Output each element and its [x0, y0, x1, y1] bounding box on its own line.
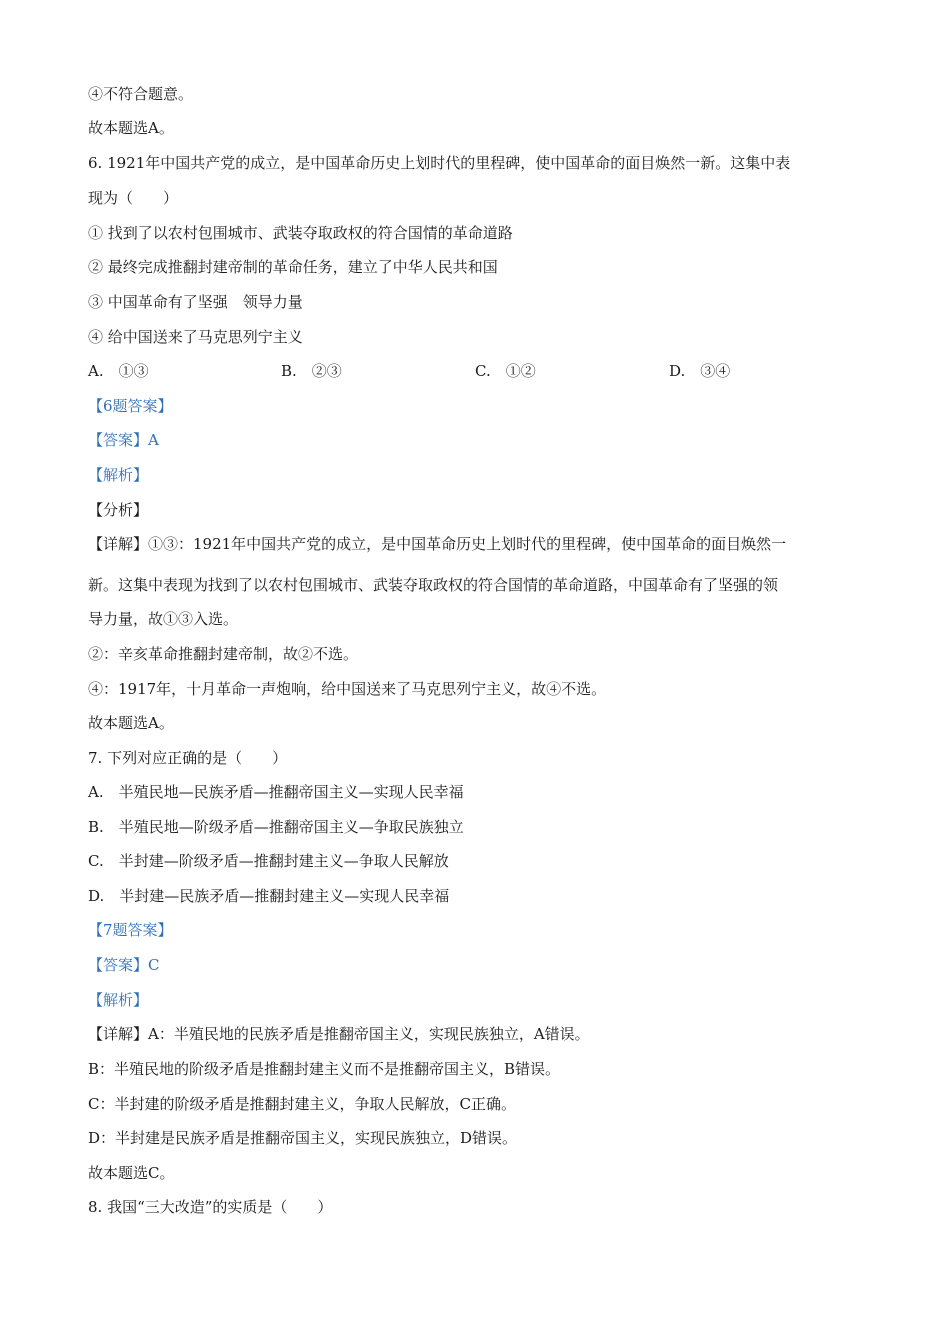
option-d: D. ③④: [669, 362, 731, 380]
detail-line: 新。这集中表现为找到了以农村包围城市、武装夺取政权的符合国情的革命道路，中国革命有了坚强的领: [88, 576, 779, 594]
text-line: ④不符合题意。: [88, 85, 194, 103]
question-6-options: [88, 361, 848, 381]
detail-line: B：半殖民地的阶级矛盾是推翻封建主义而不是推翻帝国主义，B错误。: [88, 1060, 561, 1078]
detail-line: ②：辛亥革命推翻封建帝制，故②不选。: [88, 645, 359, 663]
statement-4: ④ 给中国送来了马克思列宁主义: [88, 328, 303, 346]
detail-line: 【详解】①③：1921年中国共产党的成立，是中国革命历史上划时代的里程碑，使中国革命的面目焕然一: [88, 535, 787, 553]
answer-line: 【答案】A: [88, 431, 159, 449]
answer-line: 【答案】C: [88, 956, 160, 974]
option-a: A. ①③: [88, 362, 149, 380]
question-6-stem-cont: 现为（ ）: [88, 189, 179, 207]
option-b: B. ②③: [281, 362, 342, 380]
option-c: C. ①②: [475, 362, 536, 380]
conclusion-line: 故本题选A。: [88, 714, 174, 732]
detail-line: D：半封建是民族矛盾是推翻帝国主义，实现民族独立，D错误。: [88, 1129, 518, 1147]
section-header-answer-7: 【7题答案】: [88, 921, 173, 939]
text-line: 故本题选A。: [88, 119, 174, 137]
statement-3: ③ 中国革命有了坚强 领导力量: [88, 293, 303, 311]
detail-line: 【详解】A：半殖民地的民族矛盾是推翻帝国主义，实现民族独立，A错误。: [88, 1025, 590, 1043]
detail-line: 导力量，故①③入选。: [88, 610, 239, 628]
statement-2: ② 最终完成推翻封建帝制的革命任务，建立了中华人民共和国: [88, 258, 498, 276]
question-7-option-c: C. 半封建—阶级矛盾—推翻封建主义—争取人民解放: [88, 852, 449, 870]
conclusion-line: 故本题选C。: [88, 1164, 175, 1182]
question-7-stem: 7. 下列对应正确的是（ ）: [88, 749, 288, 767]
analysis-header: 【解析】: [88, 991, 149, 1009]
question-7-option-d: D. 半封建—民族矛盾—推翻封建主义—实现人民幸福: [88, 887, 450, 905]
analysis-header: 【解析】: [88, 466, 149, 484]
question-8-stem: 8. 我国“三大改造”的实质是（ ）: [88, 1198, 333, 1216]
analysis-sub-header: 【分析】: [88, 501, 149, 519]
detail-line: C：半封建的阶级矛盾是推翻封建主义，争取人民解放，C正确。: [88, 1095, 516, 1113]
question-7-option-b: B. 半殖民地—阶级矛盾—推翻帝国主义—争取民族独立: [88, 818, 464, 836]
question-7-option-a: A. 半殖民地—民族矛盾—推翻帝国主义—实现人民幸福: [88, 783, 464, 801]
detail-line: ④：1917年，十月革命一声炮响，给中国送来了马克思列宁主义，故④不选。: [88, 680, 607, 698]
question-6-stem: 6. 1921年中国共产党的成立，是中国革命历史上划时代的里程碑，使中国革命的面目焕然一新。这集中表: [88, 154, 791, 172]
statement-1: ① 找到了以农村包围城市、武装夺取政权的符合国情的革命道路: [88, 224, 513, 242]
section-header-answer-6: 【6题答案】: [88, 397, 173, 415]
